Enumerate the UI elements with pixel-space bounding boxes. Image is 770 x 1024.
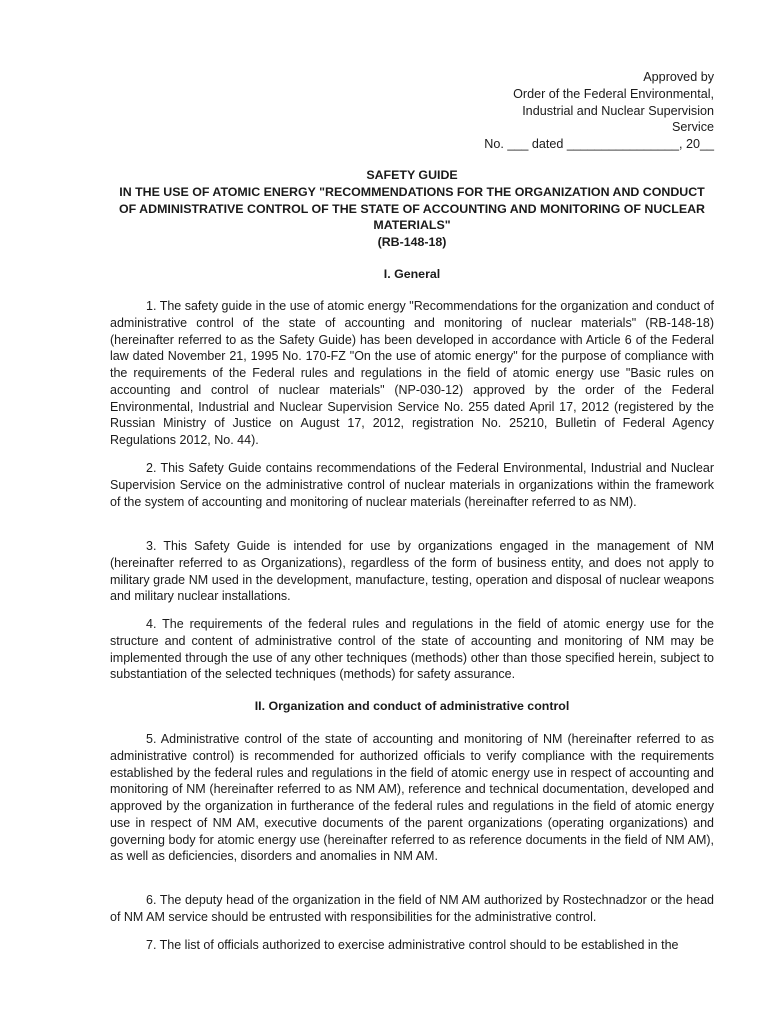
paragraph-5: 5. Administrative control of the state of accounting and monitoring of NM (hereinafter referred to as administrative control) is recommended for authorized officials to verify compliance with the requirements established by the federal rules and regulations in the field of atomic energy use in respect of accounting and monitoring of NM (hereinafter referred to as NM AM), reference and technical documentation, developed and approved by the organization in furtherance of the federal rules and regulations in the field of atomic energy use in respect of NM AM, executive documents of the parent organizations (operating organizations) and governing body for atomic energy use (hereinafter referred to as reference documents in the field of NM AM), as well as deficiencies, disorders and anomalies in NM AM. — [110, 732, 714, 864]
section-heading-general: I. General — [383, 267, 441, 281]
section-heading-organization: II. Organization and conduct of administrative control — [254, 699, 570, 713]
approval-line: Order of the Federal Environmental, — [513, 86, 714, 101]
paragraph-3: 3. This Safety Guide is intended for use by organizations engaged in the management of NM (hereinafter referred to as Organizations), regardless of the form of business entity, and does not apply to military grade NM used in the development, manufacture, testing, operation and disposal of nuclear weapons and military nuclear installations. — [110, 539, 714, 604]
title-code: (RB-148-18) — [377, 235, 447, 250]
paragraph-1: 1. The safety guide in the use of atomic energy "Recommendations for the organization and conduct of administrative control of the state of accounting and monitoring of nuclear materials" (RB-148-18) (hereinafter referred to as the Safety Guide) has been developed in accordance with Article 6 of the Federal law dated November 21, 1995 No. 170-FZ "On the use of atomic energy" for the purpose of compliance with the requirements of the Federal rules and regulations in the field of atomic energy use "Basic rules on accounting and control of nuclear materials" (NP-030-12) approved by the order of the Federal Environmental, Industrial and Nuclear Supervision Service No. 255 dated April 17, 2012 (registered by the Russian Ministry of Justice on August 17, 2012, registration No. 25210, Bulletin of Federal Agency Regulations 2012, No. 44). — [110, 299, 714, 447]
approval-line: Service — [672, 120, 714, 135]
approval-line: Approved by — [643, 70, 714, 84]
title-main: IN THE USE OF ATOMIC ENERGY "RECOMMENDATIONS FOR THE ORGANIZATION AND CONDUCT OF ADMINISTRATIVE CONTROL OF THE STATE OF ACCOUNTING AND MONITORING OF NUCLEAR MATERIALS" — [118, 184, 705, 233]
paragraph-2: 2. This Safety Guide contains recommendations of the Federal Environmental, Industrial and Nuclear Supervision Service on the administrative control of nuclear materials in organizations within the framework of the system of accounting and monitoring of nuclear materials (hereinafter referred to as NM). — [110, 461, 714, 509]
paragraph-4: 4. The requirements of the federal rules and regulations in the field of atomic energy use for the structure and content of administrative control of the state of accounting and monitoring of NM may be implemented through the use of any other techniques (methods) other than those specified herein, subject to substantiation of the selected techniques (methods) for safety assurance. — [110, 617, 714, 682]
paragraph-7: 7. The list of officials authorized to exercise administrative control should to be established in the — [146, 938, 679, 952]
document-title — [110, 167, 714, 251]
approval-line: Industrial and Nuclear Supervision — [522, 103, 714, 118]
approval-order-number: No. ___ dated ________________, 20__ — [484, 137, 714, 152]
title-safety-guide: SAFETY GUIDE — [366, 168, 458, 182]
paragraph-6: 6. The deputy head of the organization in the field of NM AM authorized by Rostechnadzor or the head of NM AM service should be entrusted with responsibilities for the administrative control. — [110, 893, 714, 924]
approval-block — [454, 69, 714, 153]
